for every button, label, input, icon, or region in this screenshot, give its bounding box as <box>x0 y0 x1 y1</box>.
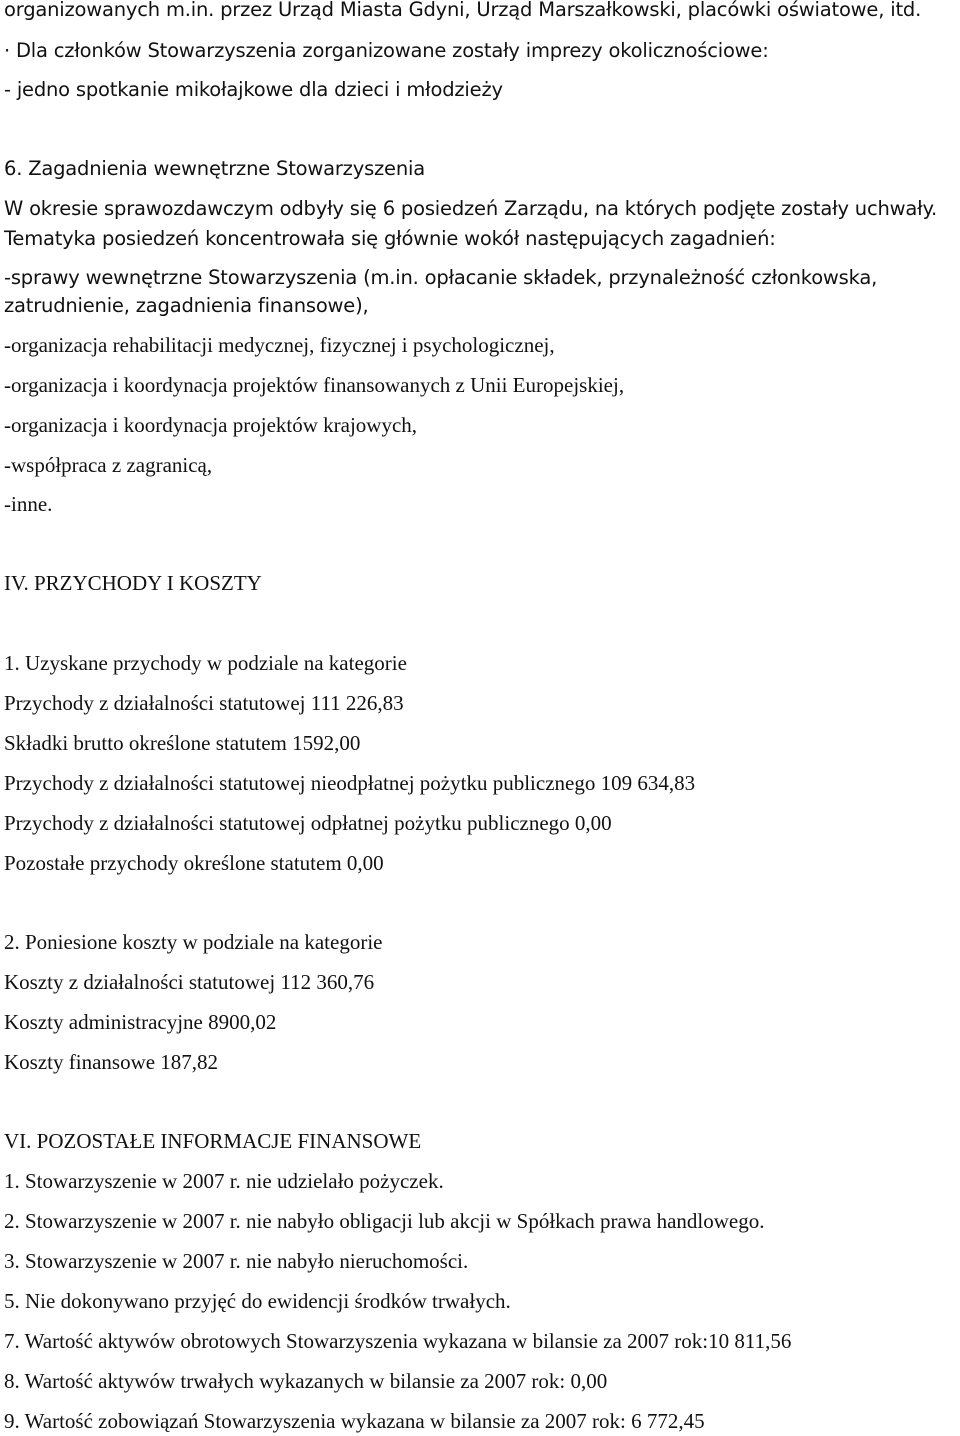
finance-info-item: 2. Stowarzyszenie w 2007 r. nie nabyło obligacji lub akcji w Spółkach prawa handlowego. <box>4 1209 765 1233</box>
section-6-heading: 6. Zagadnienia wewnętrzne Stowarzyszenia <box>4 157 425 180</box>
intro-line-3: - jedno spotkanie mikołajkowe dla dzieci i młodzieży <box>4 78 503 101</box>
cost-line: Koszty z działalności statutowej 112 360,76 <box>4 970 375 994</box>
list-item: -sprawy wewnętrzne Stowarzyszenia (m.in. opłacanie składek, przynależność członkowska, <box>4 266 878 289</box>
list-item: -organizacja i koordynacja projektów krajowych, <box>4 413 418 437</box>
income-line: Przychody z działalności statutowej odpłatnej pożytku publicznego 0,00 <box>4 811 612 835</box>
finance-info-item: 3. Stowarzyszenie w 2007 r. nie nabyło nieruchomości. <box>4 1249 469 1273</box>
section-iv-heading: IV. PRZYCHODY I KOSZTY <box>4 571 262 595</box>
costs-heading: 2. Poniesione koszty w podziale na kategorie <box>4 930 383 954</box>
section-6-paragraph-2: Tematyka posiedzeń koncentrowała się głównie wokół następujących zagadnień: <box>4 227 776 250</box>
intro-line-1: organizowanych m.in. przez Urząd Miasta Gdyni, Urząd Marszałkowski, placówki oświatowe, itd. <box>4 0 922 21</box>
income-line: Przychody z działalności statutowej nieodpłatnej pożytku publicznego 109 634,83 <box>4 771 696 795</box>
cost-line: Koszty finansowe 187,82 <box>4 1050 219 1074</box>
list-item: zatrudnienie, zagadnienia finansowe), <box>4 294 369 317</box>
section-vi-heading: VI. POZOSTAŁE INFORMACJE FINANSOWE <box>4 1129 422 1153</box>
section-6-paragraph-1: W okresie sprawozdawczym odbyły się 6 posiedzeń Zarządu, na których podjęte zostały uchwały. <box>4 197 938 220</box>
income-heading: 1. Uzyskane przychody w podziale na kategorie <box>4 651 407 675</box>
income-line: Przychody z działalności statutowej 111 226,83 <box>4 691 404 715</box>
intro-line-2: · Dla członków Stowarzyszenia zorganizowane zostały imprezy okolicznościowe: <box>4 39 769 62</box>
finance-info-item: 1. Stowarzyszenie w 2007 r. nie udzielało pożyczek. <box>4 1169 444 1193</box>
cost-line: Koszty administracyjne 8900,02 <box>4 1010 277 1034</box>
list-item: -współpraca z zagranicą, <box>4 453 213 477</box>
finance-info-item: 8. Wartość aktywów trwałych wykazanych w bilansie za 2007 rok: 0,00 <box>4 1369 608 1393</box>
list-item: -organizacja rehabilitacji medycznej, fizycznej i psychologicznej, <box>4 333 555 357</box>
finance-info-item: 5. Nie dokonywano przyjęć do ewidencji środków trwałych. <box>4 1289 511 1313</box>
finance-info-item: 9. Wartość zobowiązań Stowarzyszenia wykazana w bilansie za 2007 rok: 6 772,45 <box>4 1409 705 1433</box>
finance-info-item: 7. Wartość aktywów obrotowych Stowarzyszenia wykazana w bilansie za 2007 rok:10 811,56 <box>4 1329 792 1353</box>
income-line: Pozostałe przychody określone statutem 0,00 <box>4 851 384 875</box>
income-line: Składki brutto określone statutem 1592,00 <box>4 731 361 755</box>
list-item: -inne. <box>4 492 53 516</box>
list-item: -organizacja i koordynacja projektów finansowanych z Unii Europejskiej, <box>4 373 625 397</box>
